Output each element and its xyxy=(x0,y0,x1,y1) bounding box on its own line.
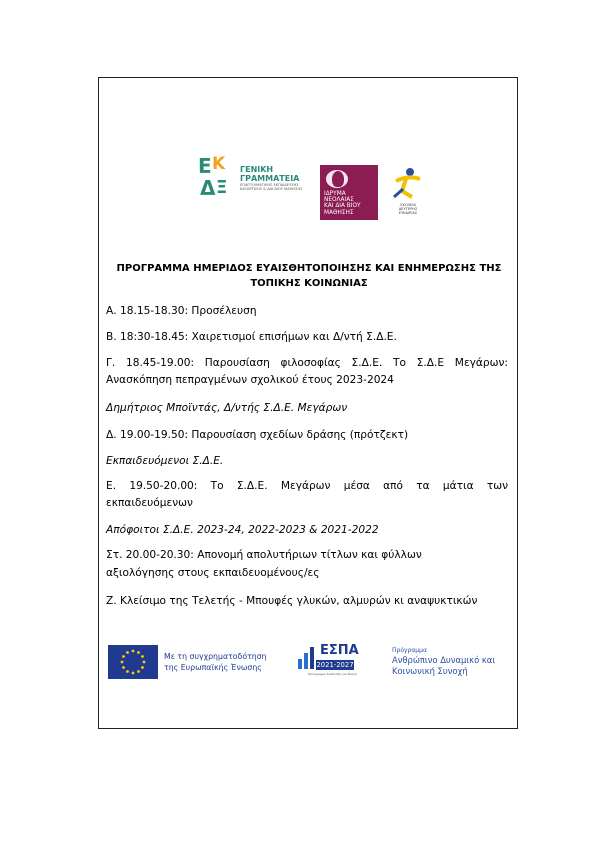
program-name-line-1: Ανθρώπινο Δυναμικό και xyxy=(392,655,496,665)
item-b: Β. 18:30-18.45: Χαιρετισμοί επισήμων και Δ/ντή Σ.Δ.Ε. xyxy=(106,331,397,343)
sdde-line-3: ΕΥΚΑΙΡΙΑΣ xyxy=(398,211,418,216)
sdde-line-2: ΔΕΥΤΕΡΗΣ xyxy=(398,207,418,212)
inedivim-line-3: ΚΑΙ ΔΙΑ ΒΙΟΥ xyxy=(324,203,361,210)
runner-icon xyxy=(386,167,430,203)
espa-years: 2021-2027 xyxy=(316,661,354,669)
ekdvm-logo xyxy=(196,153,314,201)
top-logos xyxy=(196,153,436,223)
eu-flag-icon xyxy=(108,645,158,679)
sdde-logo xyxy=(386,167,430,223)
ekdvm-subtitle xyxy=(240,183,302,192)
inedivim-line-1: ΙΔΡΥΜΑ xyxy=(324,191,346,197)
item-d: Δ. 19.00-19.50: Παρουσίαση σχεδίων δράσης (πρότζεκτ) xyxy=(106,429,409,441)
ekdvm-subtitle-line-2: ΚΑΤΑΡΤΙΣΗΣ & ΔΙΑ ΒΙΟΥ ΜΑΘΗΣΗΣ xyxy=(240,187,303,192)
item-g xyxy=(106,356,508,371)
inedivim-line-4: ΜΑΘΗΣΗΣ xyxy=(324,209,354,216)
item-a: Α. 18.15-18.30: Προσέλευση xyxy=(106,305,257,317)
espa-icon xyxy=(296,645,318,671)
item-e-line-2: εκπαιδευόμενων xyxy=(106,497,193,509)
espa-tagline: Πρόγραμμα Ανάπτυξη για Όλους xyxy=(308,672,358,676)
item-e xyxy=(106,479,508,494)
svg-text:Ε: Ε xyxy=(198,154,212,178)
svg-text:Κ: Κ xyxy=(212,154,226,174)
item-z: Ζ. Κλείσιμο της Τελετής - Μπουφές γλυκών, αλμυρών κι αναψυκτικών xyxy=(106,595,478,607)
item-g-line-2: Ανασκόπηση πεπραγμένων σχολικού έτους 2023-2024 xyxy=(106,374,394,386)
ekdvm-title xyxy=(240,165,299,183)
funding-logos xyxy=(108,645,508,685)
item-st-line-2: αξιολόγησης στους εκπαιδευομένους/ες xyxy=(106,567,320,579)
inedivim-line-2: ΝΕΟΛΑΙΑΣ xyxy=(324,197,354,204)
eu-text-line-2: της Ευρωπαϊκής Ένωσης xyxy=(164,663,262,672)
item-d-speaker: Εκπαιδευόμενοι Σ.Δ.Ε. xyxy=(106,455,224,467)
svg-text:Ξ: Ξ xyxy=(216,177,228,198)
program-label: Πρόγραμμα xyxy=(392,647,427,654)
inedivim-text xyxy=(324,191,361,216)
ekdvm-subtitle-line-1: ΕΠΑΓΓΕΛΜΑΤΙΚΗΣ ΕΚΠΑΙΔΕΥΣΗΣ xyxy=(240,183,299,187)
program-title-line-1: ΠΡΟΓΡΑΜΜΑ ΗΜΕΡΙΔΟΣ ΕΥΑΙΣΘΗΤΟΠΟΙΗΣΗΣ ΚΑΙ ΕΝΗΜΕΡΩΣΗΣ ΤΗΣ xyxy=(116,263,502,274)
item-g-speaker: Δημήτριος Μποϊντάς, Δ/ντής Σ.Δ.Ε. Μεγάρων xyxy=(106,402,348,414)
item-g-line-1: Γ. 18.45-19.00: Παρουσίαση φιλοσοφίας Σ.Δ.Ε. Το Σ.Δ.Ε Μεγάρων: xyxy=(106,357,508,369)
sdde-line-1: ΣΧΟΛΕΙΑ xyxy=(400,203,416,207)
program-title xyxy=(110,261,508,291)
inedivim-head-icon xyxy=(332,171,344,187)
program-name-line-2: Κοινωνική Συνοχή xyxy=(392,666,468,676)
eu-cofunding-text xyxy=(164,651,267,673)
inedivim-logo xyxy=(320,165,378,220)
program-title-line-2: ΤΟΠΙΚΗΣ ΚΟΙΝΩΝΙΑΣ xyxy=(250,278,368,289)
ekdvm-letters-icon xyxy=(196,153,240,199)
ekdvm-title-line-2: ΓΡΑΜΜΑΤΕΙΑ xyxy=(240,174,300,183)
eu-text-line-1: Με τη συγχρηματοδότηση xyxy=(164,652,267,661)
program-logo xyxy=(392,647,495,677)
item-st-line-1: Στ. 20.00-20.30: Απονομή απολυτήριων τίτλων και φύλλων xyxy=(106,549,422,561)
item-e-line-1: Ε. 19.50-20.00: Το Σ.Δ.Ε. Μεγάρων μέσα από τα μάτια των xyxy=(106,480,508,492)
item-e-speaker: Απόφοιτοι Σ.Δ.Ε. 2023-24, 2022-2023 & 2021-2022 xyxy=(106,524,379,536)
espa-logo xyxy=(296,643,359,679)
sdde-text xyxy=(386,203,430,216)
ekdvm-title-line-1: ΓΕΝΙΚΗ xyxy=(240,165,274,174)
espa-name: ΕΣΠΑ xyxy=(320,643,359,658)
svg-text:Δ: Δ xyxy=(200,176,216,199)
